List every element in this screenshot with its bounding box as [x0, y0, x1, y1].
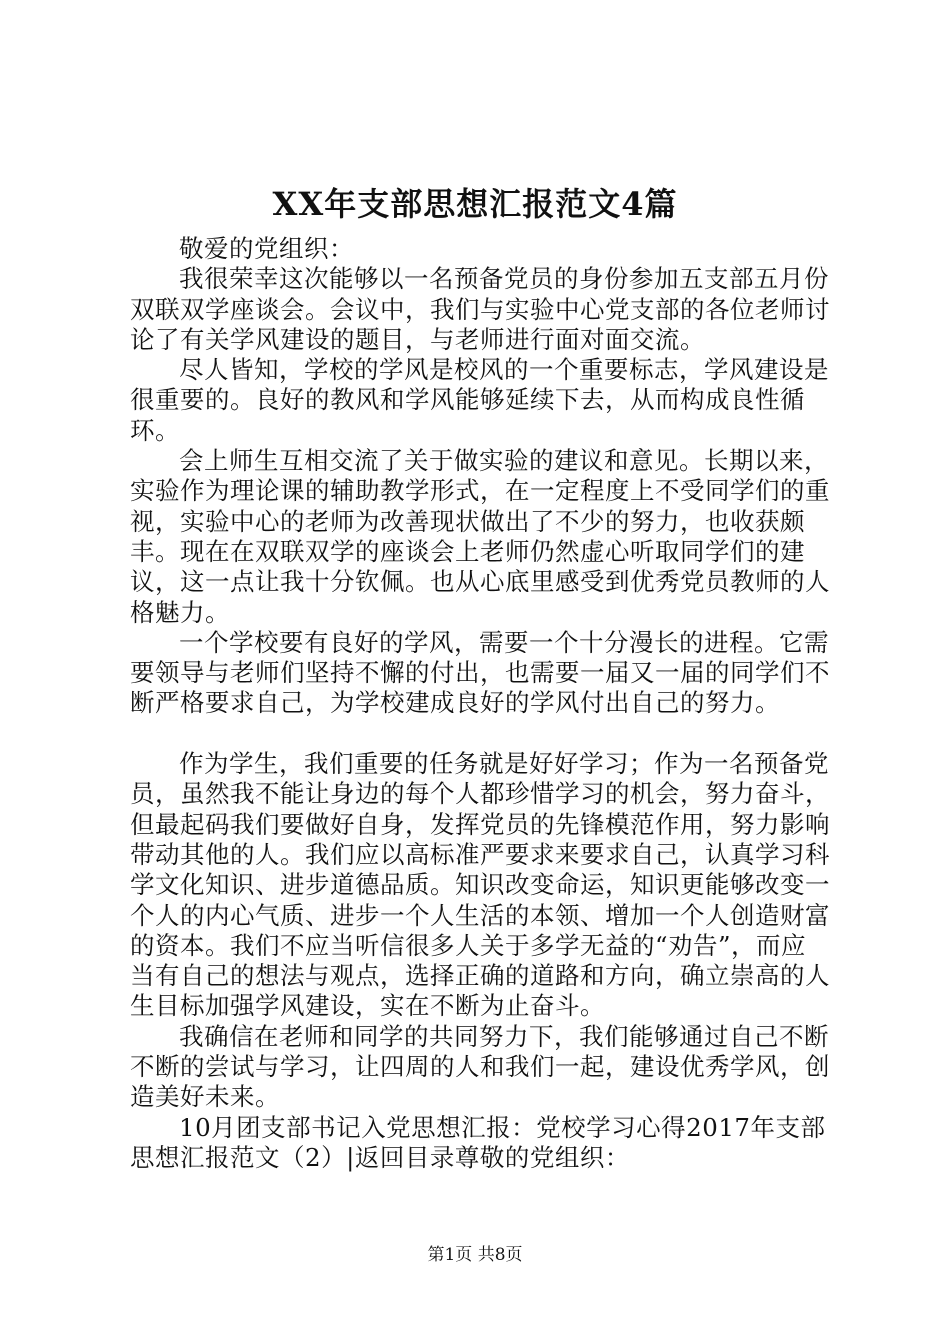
- page-footer: 第1页 共8页: [427, 1245, 523, 1265]
- document-title: XX年支部思想汇报范文4篇: [272, 185, 678, 223]
- blank-line: [130, 719, 830, 749]
- paragraph: 我确信在老师和同学的共同努力下，我们能够通过自己不断不断的尝试与学习，让四周的人和我们一起，建设优秀学风，创造美好未来。: [130, 1021, 830, 1112]
- paragraph: 敬爱的党组织：: [179, 234, 354, 263]
- document-body: [130, 234, 830, 1173]
- paragraph: 一个学校要有良好的学风，需要一个十分漫长的进程。它需要领导与老师们坚持不懈的付出，也需要一届又一届的同学们不断严格要求自己，为学校建成良好的学风付出自己的努力。: [130, 627, 830, 718]
- paragraph: 我很荣幸这次能够以一名预备党员的身份参加五支部五月份双联双学座谈会。会议中，我们与实验中心党支部的各位老师讨论了有关学风建设的题目，与老师进行面对面交流。: [130, 264, 830, 354]
- paragraph: 尽人皆知，学校的学风是校风的一个重要标志，学风建设是很重要的。良好的教风和学风能够延续下去，从而构成良性循环。: [130, 355, 829, 445]
- paragraph: 10月团支部书记入党思想汇报：党校学习心得2017年支部思想汇报范文（2）|返回目录尊敬的党组织：: [130, 1112, 826, 1172]
- paragraph: 会上师生互相交流了关于做实验的建议和意见。长期以来，实验作为理论课的辅助教学形式，在一定程度上不受同学们的重视，实验中心的老师为改善现状做出了不少的努力，也收获颇丰。现在在双联双学的座谈会上老师仍然虚心听取同学们的建议，这一点让我十分钦佩。也从心底里感受到优秀党员教师的人格魅力。: [130, 446, 830, 627]
- paragraph: 作为学生，我们重要的任务就是好好学习；作为一名预备党员，虽然我不能让身边的每个人都珍惜学习的机会，努力奋斗，但最起码我们要做好自身，发挥党员的先锋模范作用，努力影响带动其他的人。我们应以高标准严要求来要求自己，认真学习科学文化知识、进步道德品质。知识改变命运，知识更能够改变一个人的内心气质、进步一个人生活的本领、增加一个人创造财富的资本。我们不应当听信很多人关于多学无益的“劝告”，而应当有自己的想法与观点，选择正确的道路和方向，确立崇高的人生目标加强学风建设，实在不断为止奋斗。: [130, 749, 830, 1021]
